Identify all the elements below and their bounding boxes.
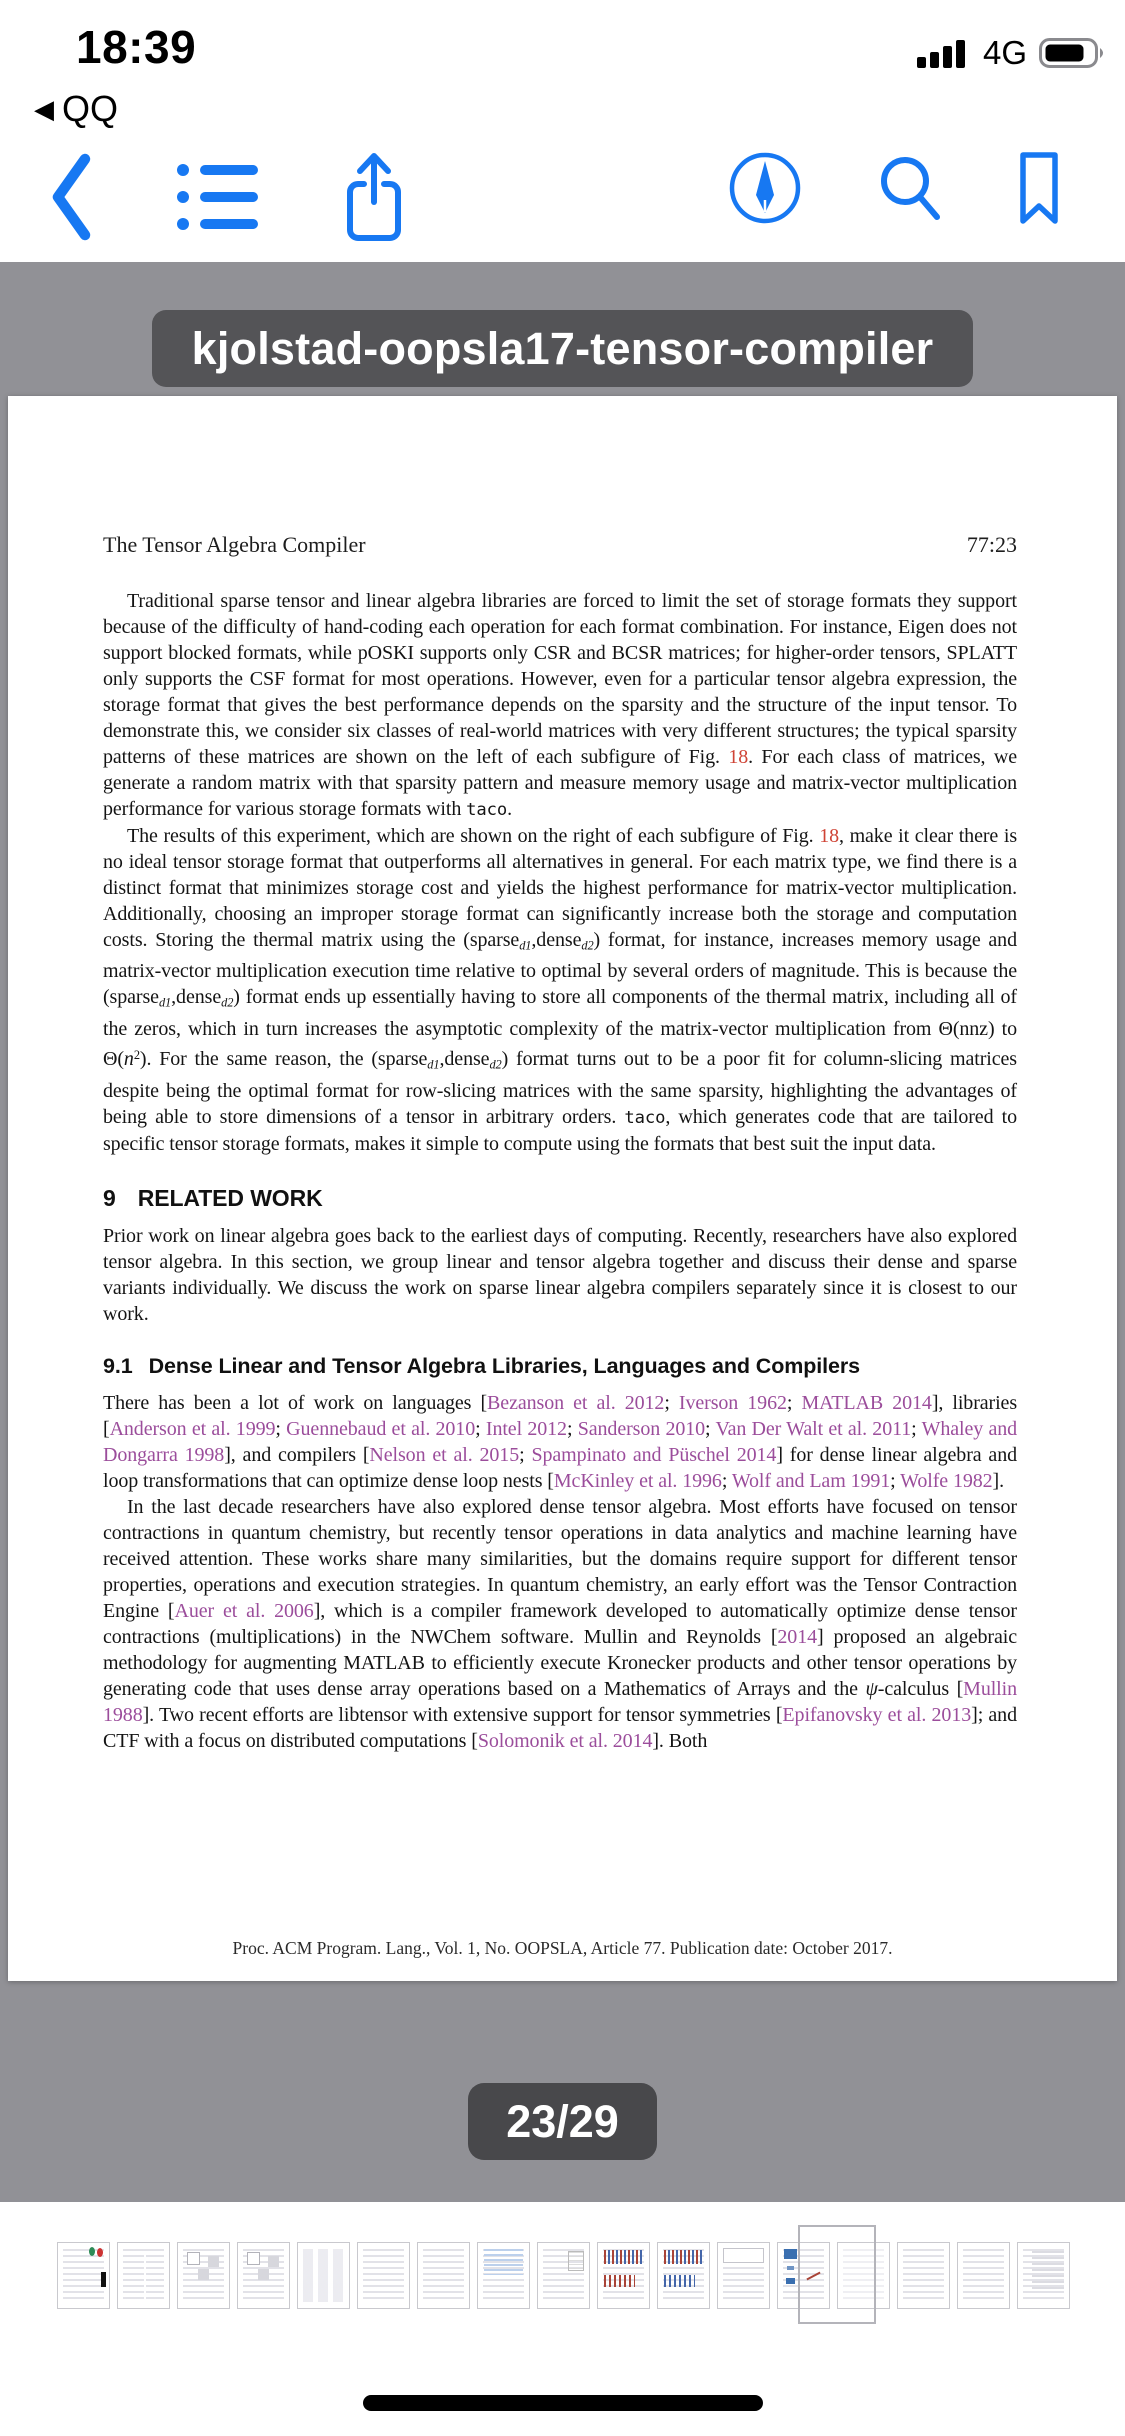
thumbnail-page[interactable]	[417, 2242, 470, 2309]
home-indicator[interactable]	[363, 2395, 763, 2411]
chevron-left-icon	[48, 151, 94, 243]
back-button[interactable]	[48, 151, 94, 243]
table-of-contents-button[interactable]	[176, 160, 260, 234]
paragraph: In the last decade researchers have also explored dense tensor algebra. Most efforts have focused on tensor contractions in quantum chemistry, but recently tensor operations in data analytics and machine learning have received attention. These works share many similarities, but the domains require support for different tensor properties, operations and execution strategies. In quantum chemistry, an early effort was the Tensor Contraction Engine [Auer et al. 2006], which is a compiler framework developed to automatically optimize dense tensor contractions (multiplications) in the NWChem software. Mullin and Reynolds [2014] proposed an algebraic methodology for augmenting MATLAB to efficiently execute Kronecker products and other tensor operations by generating code that uses dense array operations based on a Mathematics of Arrays and the ψ-calculus [Mullin 1988]. Two recent efforts are libtensor with extensive support for tensor symmetries [Epifanovsky et al. 2013]; and CTF with a focus on distributed computations [Solomonik et al. 2014]. Both	[103, 1495, 1017, 1752]
thumbnail-page[interactable]	[357, 2242, 410, 2309]
back-app-label: QQ	[62, 88, 119, 129]
back-to-app-breadcrumb[interactable]	[34, 88, 118, 130]
thumbnail-page[interactable]	[897, 2242, 950, 2309]
thumbnail-page[interactable]	[237, 2242, 290, 2309]
thumbnail-page[interactable]	[297, 2242, 350, 2309]
bookmark-button[interactable]	[1015, 150, 1063, 226]
thumbnail-row	[57, 2242, 1070, 2309]
thumbnail-strip	[0, 2202, 1125, 2436]
thumbnail-page[interactable]	[597, 2242, 650, 2309]
running-header-title: The Tensor Algebra Compiler	[103, 532, 366, 557]
thumbnail-page[interactable]	[477, 2242, 530, 2309]
battery-icon	[1039, 37, 1107, 69]
running-header	[103, 532, 1017, 558]
current-page-outline	[798, 2225, 876, 2324]
signal-strength-icon	[917, 37, 971, 69]
document-viewport	[0, 262, 1125, 2202]
document-title-badge: kjolstad-oopsla17-tensor-compiler	[152, 310, 974, 387]
paragraph: There has been a lot of work on languages [Bezanson et al. 2012; Iverson 1962; MATLAB 2014], libraries [Anderson et al. 1999; Guennebaud et al. 2010; Intel 2012; Sanderson 2010; Van Der Walt et al. 2011; Whaley and Dongarra 1998], and compilers [Nelson et al. 2015; Spampinato and Püschel 2014] for dense linear algebra and loop transformations that can optimize dense loop nests [McKinley et al. 1996; Wolf and Lam 1991; Wolfe 1982].	[103, 1391, 1018, 1492]
list-icon	[176, 160, 260, 234]
running-header-page-number: 77:23	[966, 532, 1017, 557]
back-triangle-icon: ◀	[34, 94, 54, 124]
share-button[interactable]	[342, 150, 406, 244]
thumbnail-page[interactable]	[177, 2242, 230, 2309]
markup-pen-icon	[727, 150, 803, 226]
subsection-heading: 9.1 Dense Linear and Tensor Algebra Libraries, Languages and Compilers	[103, 1353, 861, 1378]
markup-button[interactable]	[727, 150, 803, 226]
paragraph: Prior work on linear algebra goes back to the earliest days of computing. Recently, researchers have also explored tensor algebra. In this section, we group linear and tensor algebra together and discuss their dense and sparse variants individually. We discuss the work on sparse linear algebra compilers separately since it is closest to our work.	[103, 1224, 1017, 1325]
page-indicator: 23/29	[468, 2083, 657, 2160]
share-icon	[342, 150, 406, 244]
thumbnail-page[interactable]	[1017, 2242, 1070, 2309]
paragraph: Traditional sparse tensor and linear algebra libraries are forced to limit the set of storage formats they support because of the difficulty of hand-coding each operation for each format combination. For instance, Eigen does not support blocked formats, while pOSKI supports only CSR and BCSR matrices; for higher-order tensors, SPLATT only supports the CSF format for most operations. However, even for a particular tensor algebra expression, the storage format that gives the best performance depends on the sparsity and the structure of the input tensor. To demonstrate this, we consider six classes of real-world matrices with very different structures; the typical sparsity patterns of these matrices are shown on the left of each subfigure of Fig. 18. For each class of matrices, we generate a random matrix with that sparsity pattern and measure memory usage and matrix-vector multiplication performance for various storage formats with taco.	[103, 590, 1017, 820]
bookmark-icon	[1015, 150, 1063, 226]
paragraph: The results of this experiment, which are shown on the right of each subfigure of Fig. 18, make it clear there is no ideal tensor storage format that outperforms all alternatives in general. For each matrix type, we find there is a distinct format that minimizes storage cost and yields the highest performance for matrix-vector multiplication. Additionally, choosing an improper storage format can significantly increase both the storage and computation costs. Storing the thermal matrix using the (sparsed1,densed2) format, for instance, increases memory usage and matrix-vector multiplication execution time relative to optimal by several orders of magnitude. This is because the (sparsed1,densed2) format ends up essentially having to store all components of the thermal matrix, including all of the zeros, which in turn increases the asymptotic complexity of the matrix-vector multiplication from Θ(nnz) to $\Theta(n^2)$. For the same reason, the (sparsed1,densed2) format turns out to be a poor fit for column-slicing matrices despite being the optimal format for row-slicing matrices with the same sparsity, highlighting the advantages of being able to store dimensions of a tensor in arbitrary orders. taco, which generates code that are tailored to specific tensor storage formats, makes it simple to compute using the formats that best suit the input data.	[103, 825, 1018, 1155]
search-icon	[875, 152, 943, 224]
thumbnail-page[interactable]	[537, 2242, 590, 2309]
running-footer: Proc. ACM Program. Lang., Vol. 1, No. OOPSLA, Article 77. Publication date: October 2017.	[232, 1938, 893, 1958]
viewer-toolbar	[0, 150, 1125, 262]
search-button[interactable]	[875, 152, 943, 224]
clock: 18:39	[76, 21, 197, 73]
section-heading: 9 RELATED WORK	[103, 1184, 323, 1211]
thumbnail-page[interactable]	[657, 2242, 710, 2309]
pdf-page[interactable]	[8, 396, 1117, 1981]
thumbnail-page[interactable]	[957, 2242, 1010, 2309]
thumbnail-page[interactable]	[717, 2242, 770, 2309]
status-bar	[0, 0, 1125, 150]
network-type-label: 4G	[982, 34, 1027, 71]
thumbnail-page[interactable]	[117, 2242, 170, 2309]
thumbnail-page[interactable]	[57, 2242, 110, 2309]
